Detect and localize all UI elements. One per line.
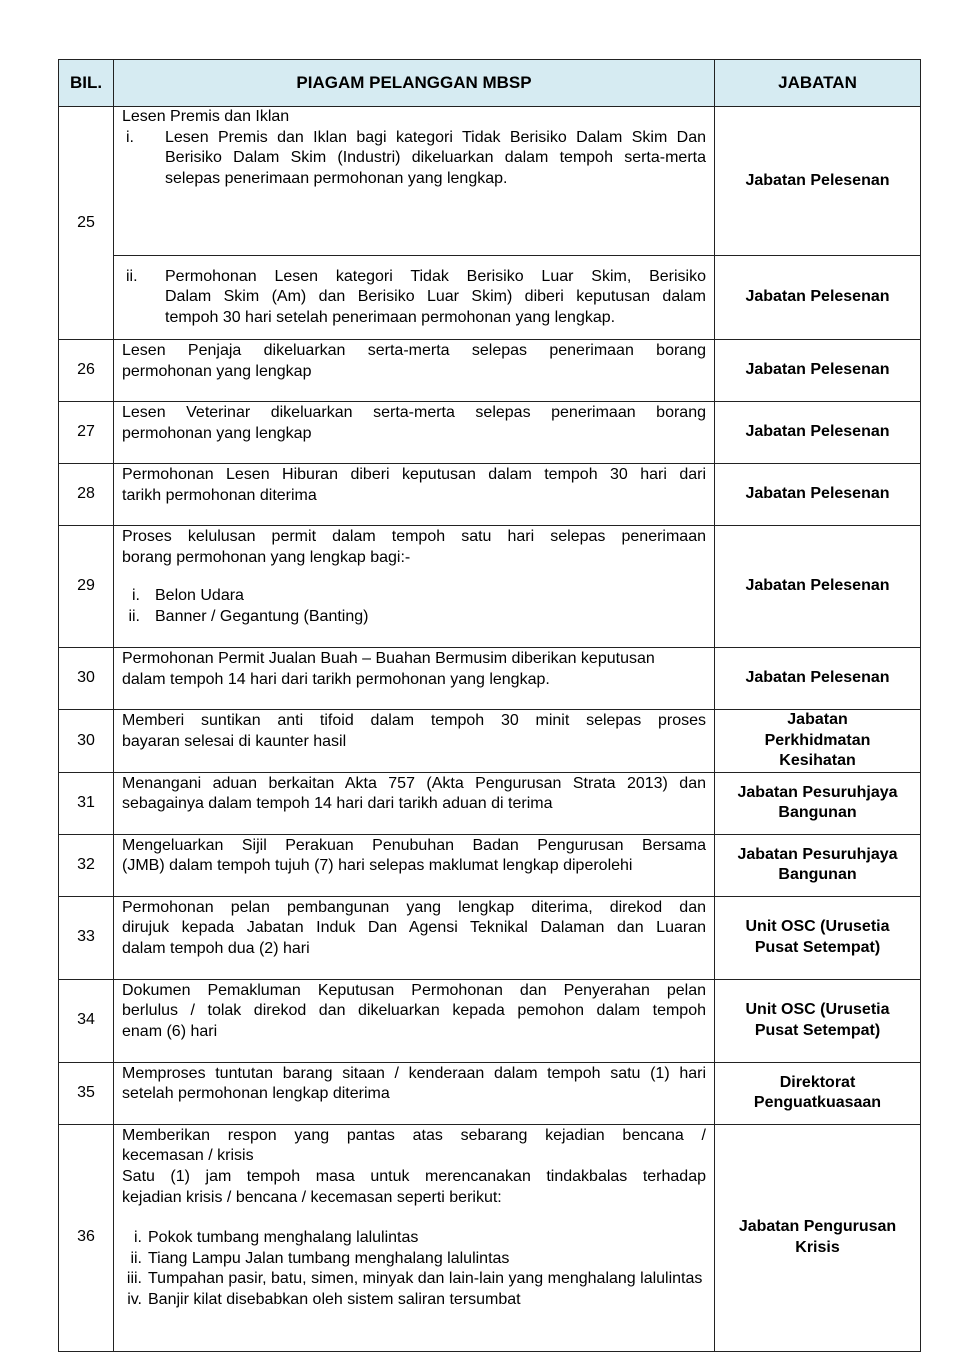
row-department: Jabatan Pesuruhjaya Bangunan bbox=[715, 834, 921, 896]
item-roman: ii. bbox=[130, 1249, 142, 1267]
table-row bbox=[59, 896, 921, 979]
desc-line: kecemasan / krisis bbox=[122, 1147, 254, 1165]
row-description bbox=[114, 402, 715, 464]
row-number: 28 bbox=[59, 464, 114, 526]
table-row bbox=[59, 464, 921, 526]
item-text: Banner / Gegantung (Banting) bbox=[155, 607, 369, 625]
table-row bbox=[59, 107, 921, 256]
item-list bbox=[122, 1228, 706, 1310]
sub-roman: i. bbox=[126, 128, 134, 146]
desc-line: berlulus / tolak direkod dan dikeluarkan kepada pemohon dalam tempoh bbox=[122, 1002, 706, 1020]
row-description bbox=[114, 107, 715, 256]
sub-line: Lesen Premis dan Iklan bagi kategori Tidak Berisiko Dalam Skim Dan bbox=[165, 128, 706, 146]
desc-line: kejadian krisis / bencana / kecemasan seperti berikut: bbox=[122, 1188, 502, 1206]
header-department: JABATAN bbox=[715, 60, 921, 107]
item-text: Pokok tumbang menghalang lalulintas bbox=[148, 1229, 419, 1247]
table-row bbox=[59, 1062, 921, 1124]
row-number: 32 bbox=[59, 834, 114, 896]
row-number: 26 bbox=[59, 340, 114, 402]
item-text: Tumpahan pasir, batu, simen, minyak dan lain-lain yang menghalang lalulintas bbox=[148, 1270, 703, 1288]
row-description bbox=[114, 340, 715, 402]
item-text: Tiang Lampu Jalan tumbang menghalang lalulintas bbox=[148, 1249, 510, 1267]
row-department: Jabatan Pelesenan bbox=[715, 526, 921, 648]
desc-line: enam (6) hari bbox=[122, 1022, 218, 1040]
row-department: Jabatan Pelesenan bbox=[715, 256, 921, 340]
row-number: 33 bbox=[59, 896, 114, 979]
desc-line: tarikh permohonan diterima bbox=[122, 486, 317, 504]
desc-line: Proses kelulusan permit dalam tempoh satu hari selepas penerimaan bbox=[122, 528, 706, 545]
table-row bbox=[59, 256, 921, 340]
row-number: 36 bbox=[59, 1124, 114, 1351]
sub-item bbox=[122, 128, 706, 190]
desc-line: (JMB) dalam tempoh tujuh (7) hari selepas maklumat lengkap diperolehi bbox=[122, 857, 633, 875]
desc-line: bayaran selesai di kaunter hasil bbox=[122, 732, 347, 750]
desc-line: Permohonan pelan pembangunan yang lengkap diterima, direkod dan bbox=[122, 898, 706, 916]
desc-line: permohonan yang lengkap bbox=[122, 362, 312, 380]
list-item bbox=[122, 607, 706, 628]
desc-line: setelah permohonan lengkap diterima bbox=[122, 1085, 390, 1103]
table-row bbox=[59, 979, 921, 1062]
item-roman: iv. bbox=[127, 1290, 142, 1308]
item-roman: i. bbox=[132, 587, 140, 605]
item-list bbox=[122, 586, 706, 627]
desc-line: Permohonan Lesen Hiburan diberi keputusan dalam tempoh 30 hari dari bbox=[122, 466, 706, 483]
row-department: Jabatan Pengurusan Krisis bbox=[715, 1124, 921, 1351]
sub-line: Berisiko Dalam Skim (Industri) dikeluarkan dalam tempoh serta-merta bbox=[165, 149, 706, 167]
desc-line: dalam tempoh dua (2) hari bbox=[122, 939, 310, 957]
row-description bbox=[114, 256, 715, 340]
table-row bbox=[59, 340, 921, 402]
desc-line: Permohonan Permit Jualan Buah – Buahan Bermusim diberikan keputusan bbox=[122, 650, 655, 667]
table-row bbox=[59, 402, 921, 464]
desc-line: Lesen Veterinar dikeluarkan serta-merta selepas penerimaan borang bbox=[122, 404, 706, 421]
desc-line: Menangani aduan berkaitan Akta 757 (Akta Pengurusan Strata 2013) dan bbox=[122, 774, 706, 792]
item-roman: iii. bbox=[126, 1270, 142, 1288]
list-item bbox=[122, 1290, 706, 1311]
row-department: Jabatan Pelesenan bbox=[715, 340, 921, 402]
row-description bbox=[114, 896, 715, 979]
desc-line: dalam tempoh 14 hari dari tarikh permohonan yang lengkap. bbox=[122, 670, 550, 688]
row-description bbox=[114, 464, 715, 526]
list-item bbox=[122, 1249, 706, 1270]
list-item bbox=[122, 1228, 706, 1249]
row-description bbox=[114, 772, 715, 834]
row-department: Unit OSC (Urusetia Pusat Setempat) bbox=[715, 896, 921, 979]
table-row bbox=[59, 648, 921, 710]
desc-line: Mengeluarkan Sijil Perakuan Penubuhan Badan Pengurusan Bersama bbox=[122, 836, 706, 854]
row-department: Jabatan Pesuruhjaya Bangunan bbox=[715, 772, 921, 834]
row-department: Jabatan Pelesenan bbox=[715, 464, 921, 526]
row-number: 29 bbox=[59, 526, 114, 648]
desc-line: Lesen Penjaja dikeluarkan serta-merta selepas penerimaan borang bbox=[122, 342, 706, 359]
desc-line: Memproses tuntutan barang sitaan / kenderaan dalam tempoh satu (1) hari bbox=[122, 1064, 706, 1082]
sub-text bbox=[165, 128, 706, 190]
row-number: 35 bbox=[59, 1062, 114, 1124]
row-description bbox=[114, 648, 715, 710]
row-number: 34 bbox=[59, 979, 114, 1062]
customer-charter-table bbox=[58, 59, 921, 1352]
table-header-row bbox=[59, 60, 921, 107]
row-number: 30 bbox=[59, 648, 114, 710]
table-row bbox=[59, 772, 921, 834]
row-department: Jabatan Pelesenan bbox=[715, 402, 921, 464]
item-text: Banjir kilat disebabkan oleh sistem saliran tersumbat bbox=[148, 1290, 521, 1308]
table-row bbox=[59, 526, 921, 648]
row-title: Lesen Premis dan Iklan bbox=[122, 108, 290, 125]
row-description bbox=[114, 710, 715, 773]
header-description: PIAGAM PELANGGAN MBSP bbox=[114, 60, 715, 107]
row-description bbox=[114, 979, 715, 1062]
sub-item bbox=[122, 267, 706, 329]
desc-line: Satu (1) jam tempoh masa untuk merencanakan tindakbalas terhadap bbox=[122, 1167, 706, 1185]
item-text: Belon Udara bbox=[155, 587, 244, 605]
list-item bbox=[122, 586, 706, 607]
list-item bbox=[122, 1269, 706, 1290]
row-department: Jabatan Perkhidmatan Kesihatan bbox=[715, 710, 921, 773]
row-description bbox=[114, 834, 715, 896]
row-number: 30 bbox=[59, 710, 114, 773]
sub-roman: ii. bbox=[126, 267, 138, 285]
sub-text bbox=[165, 267, 706, 329]
item-roman: i. bbox=[134, 1229, 142, 1247]
desc-line: sebagainya dalam tempoh 14 hari dari tarikh aduan di terima bbox=[122, 795, 553, 813]
row-number: 27 bbox=[59, 402, 114, 464]
sub-line: selepas penerimaan permohonan yang lengkap. bbox=[165, 169, 508, 187]
row-description bbox=[114, 1062, 715, 1124]
header-number: BIL. bbox=[59, 60, 114, 107]
row-department: Direktorat Penguatkuasaan bbox=[715, 1062, 921, 1124]
desc-line: dirujuk kepada Jabatan Induk Dan Agensi Teknikal Dalaman dan Luaran bbox=[122, 919, 706, 937]
row-department: Unit OSC (Urusetia Pusat Setempat) bbox=[715, 979, 921, 1062]
table-row bbox=[59, 710, 921, 773]
item-roman: ii. bbox=[128, 607, 140, 625]
row-number: 31 bbox=[59, 772, 114, 834]
row-number: 25 bbox=[59, 107, 114, 340]
desc-line: Memberi suntikan anti tifoid dalam tempoh 30 minit selepas proses bbox=[122, 712, 706, 729]
sub-line: Dalam Skim (Am) dan Berisiko Luar Skim) diberi keputusan dalam bbox=[165, 288, 706, 306]
row-description bbox=[114, 526, 715, 648]
desc-line: Memberikan respon yang pantas atas sebarang kejadian bencana / bbox=[122, 1126, 706, 1144]
table-row bbox=[59, 1124, 921, 1351]
table-row bbox=[59, 834, 921, 896]
row-department: Jabatan Pelesenan bbox=[715, 107, 921, 256]
sub-line: tempoh 30 hari setelah penerimaan permohonan yang lengkap. bbox=[165, 308, 616, 326]
row-description bbox=[114, 1124, 715, 1351]
desc-line: permohonan yang lengkap bbox=[122, 424, 312, 442]
sub-line: Permohonan Lesen kategori Tidak Berisiko Luar Skim, Berisiko bbox=[165, 267, 706, 285]
desc-line: borang permohonan yang lengkap bagi:- bbox=[122, 548, 411, 566]
desc-line: Dokumen Pemakluman Keputusan Permohonan dan Penyerahan pelan bbox=[122, 981, 706, 999]
row-department: Jabatan Pelesenan bbox=[715, 648, 921, 710]
